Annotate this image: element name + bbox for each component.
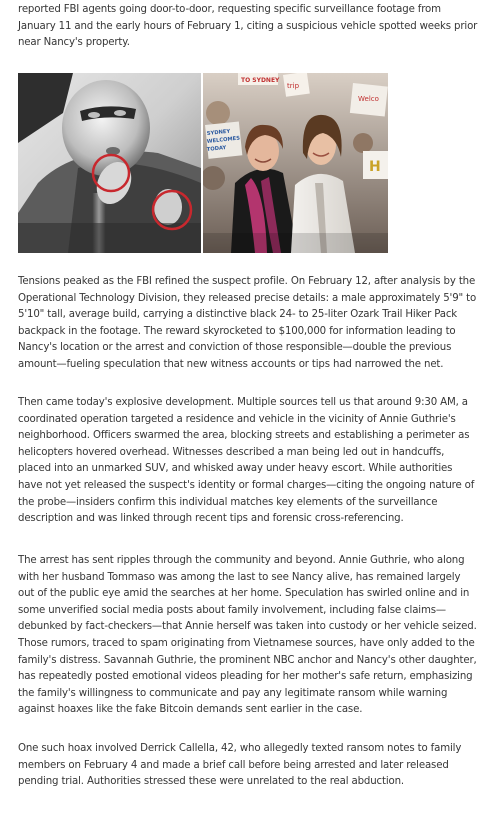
surveillance-photo bbox=[18, 73, 201, 253]
article-paragraph: Tensions peaked as the FBI refined the suspect profile. On February 12, after analysis by the Operational Technology Division, they released precise details: a male approximately 5'9" to 5'10" tall, average build, carrying a distinctive black 24- to 25-liter Ozark Trail Hiker Pack backpack in the footage. The reward skyrocketed to $100,000 for information leading to Nancy's location or the arrest and conviction of those responsible—double the previous amount—fueling speculation that new witness accounts or tips had narrowed the net. bbox=[18, 276, 477, 370]
svg-text:TODAY: TODAY bbox=[206, 144, 227, 153]
svg-text:H: H bbox=[369, 159, 381, 175]
article-paragraph: reported FBI agents going door-to-door, requesting specific surveillance footage from January 11 and the early hours of February 1, citing a suspicious vehicle spotted weeks prior near Nancy's property. bbox=[18, 4, 478, 49]
svg-text:Welco: Welco bbox=[358, 95, 379, 103]
photo-pair bbox=[18, 73, 388, 253]
svg-text:WELCOMES: WELCOMES bbox=[206, 135, 241, 145]
article-paragraph: Then came today's explosive development. Multiple sources tell us that around 9:30 AM, a coordinated operation targeted a residence and vehicle in the vicinity of Annie Guthrie's neighborhood. Officers swarmed the area, blocking streets and establishing a perimeter as helicopters hovered overhead. Witnesses described a man being led out in handcuffs, placed into an unmarked SUV, and whisked away under heavy escort. While authorities have not yet released the suspect's identity or formal charges—citing the ongoing nature of the probe—insiders confirm this individual matches key elements of the surveillance description and was linked through recent tips and forensic cross-referencing. bbox=[18, 397, 475, 525]
svg-text:TO SYDNEY: TO SYDNEY bbox=[241, 77, 280, 84]
anchor-mother-photo bbox=[203, 73, 388, 253]
article-paragraph: One such hoax involved Derrick Callella, 42, who allegedly texted ransom notes to family members on February 4 and made a brief call before being arrested and later released pending trial. Authorities stressed these were unrelated to the real abduction. bbox=[18, 743, 462, 788]
article-paragraph: The arrest has sent ripples through the community and beyond. Annie Guthrie, who along with her husband Tommaso was among the last to see Nancy alive, has remained largely out of the public eye amid the searches at her home. Speculation has swirled online and in some unverified social media posts about family involvement, including false claims—debunked by fact-checkers—that Annie herself was taken into custody or her vehicle seized. Those rumors, traced to spam originating from Vietnamese sources, have only added to the family's distress. Savannah Guthrie, the prominent NBC anchor and Nancy's other daughter, has repeatedly posted emotional videos pleading for her mother's safe return, emphasizing the family's willingness to communicate and pay any legitimate ransom while warning against hoaxes like the fake Bitcoin demands sent earlier in the case. bbox=[18, 555, 477, 716]
svg-text:SYDNEY: SYDNEY bbox=[206, 128, 231, 137]
svg-text:trip: trip bbox=[287, 82, 300, 90]
